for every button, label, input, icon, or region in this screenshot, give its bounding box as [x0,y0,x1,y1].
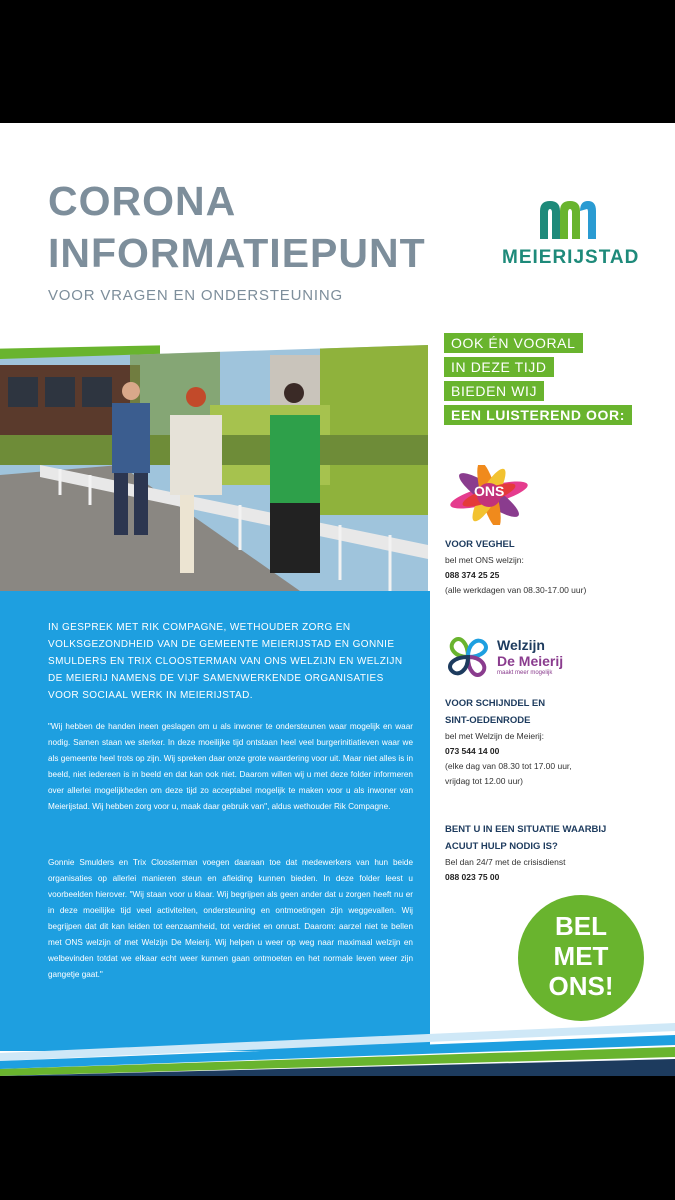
logo-wordmark: MEIERIJSTAD [502,247,640,268]
interview-section [0,591,430,1051]
photo-group [0,345,428,591]
slogan-block [444,333,632,429]
slogan-line-4: EEN LUISTEREND OOR: [444,405,632,425]
welzijn-logo-tagline: maakt meer mogelijk [497,670,553,676]
schijndel-heading-1: VOOR SCHIJNDEL EN [445,698,546,709]
clover-icon [444,633,492,681]
veghel-phone[interactable]: 088 374 25 25 [445,570,500,580]
badge-line-3: ONS! [548,971,614,1001]
crisis-call-line: Bel dan 24/7 met de crisisdienst [445,857,566,867]
schijndel-phone[interactable]: 073 544 14 00 [445,746,500,756]
badge-line-1: BEL [555,911,607,941]
contact-schijndel [445,695,572,789]
bridge-photo [0,345,428,591]
page-subtitle: VOOR VRAGEN EN ONDERSTEUNING [48,287,343,304]
page-title [48,175,426,279]
veghel-call-line: bel met ONS welzijn: [445,555,524,565]
ons-welzijn-logo [444,465,544,525]
welzijn-logo-line-1: Welzijn [497,637,545,653]
meierijstad-logo [500,193,645,273]
schijndel-call-line: bel met Welzijn de Meierij: [445,731,545,741]
ons-logo-text: ONS [474,483,505,499]
crisis-heading-1: BENT U IN EEN SITUATIE WAARBIJ [445,824,607,835]
slogan-line-3: BIEDEN WIJ [444,381,544,401]
schijndel-hours-2: vrijdag tot 12.00 uur) [445,776,523,786]
interview-paragraph-1: "Wij hebben de handen ineen geslagen om u als inwoner te ondersteunen waar mogelijk en waar nodig. Samen staan we sterker. In deze moeilijke tijd ontstaan heel veel burgerinitiatieven waar we als gemeente heel trots op zijn. Wij spreken daar onze grote waardering voor uit. Maar niet alles is in beeld, niet iedereen is in beeld en dat kan ook niet. Daarom willen wij u met deze folder informeren over allerlei mogelijkheden om deze tijd zo acceptabel mogelijk te maken voor u als inwoner van Meierijstad. Wij hebben zorg voor u, maak daar gebruik van", aldus wethouder Rik Compagne. [48,722,413,811]
badge-line-2: MET [553,941,609,971]
interview-heading: IN GESPREK MET RIK COMPAGNE, WETHOUDER ZORG EN VOLKSGEZONDHEID VAN DE GEMEENTE MEIERIJSTAD EN GONNIE SMULDERS EN TRIX CLOOSTERMAN VAN ONS WELZIJN EN WELZIJN DE MEIERIJ NAMENS DE VIJF SAMENWERKENDE ORGANISATIES VOOR SOCIAAL WERK IN MEIERIJSTAD. [48,622,403,701]
title-line-1: CORONA [48,178,237,224]
welzijn-logo-line-2: De Meierij [497,653,564,669]
schijndel-hours-1: (elke dag van 08.30 tot 17.00 uur, [445,761,572,771]
slogan-line-1: OOK ÉN VOORAL [444,333,583,353]
bottom-waves [0,1023,675,1076]
veghel-hours: (alle werkdagen van 08.30-17.00 uur) [445,585,587,595]
folder-page [0,123,675,1076]
title-line-2: INFORMATIEPUNT [48,230,426,276]
slogan-line-2: IN DEZE TIJD [444,357,554,377]
contact-veghel [445,536,586,598]
veghel-heading: VOOR VEGHEL [445,539,515,550]
bel-met-ons-badge [518,895,644,1021]
meierijstad-mark-icon [538,197,598,241]
crisis-heading-2: ACUUT HULP NODIG IS? [445,841,558,852]
interview-paragraph-2: Gonnie Smulders en Trix Cloosterman voegen daaraan toe dat medewerkers van hun beide organisaties op allerlei manieren steun en afleiding kunnen bieden. In deze folder leest u voorbeelden hierover. "Wij staan voor u klaar. Wij begrijpen als geen ander dat u zorgen heeft nu er in deze moeilijke tijd veel activiteiten, ondersteuning en ontmoetingen zijn weggevallen. Wij begrijpen dat dit kan leiden tot eenzaamheid, tot verdriet en onrust. Daarom: aarzel niet te bellen met ONS welzijn of met Welzijn De Meierij. Wij helpen u weer op weg naar maximaal welzijn en welbevinden totdat we elkaar echt weer kunnen gaan ontmoeten en het normale leven weer zijn gangetje gaat." [48,858,413,979]
crisis-phone[interactable]: 088 023 75 00 [445,872,500,882]
welzijn-de-meierij-logo [444,633,564,686]
schijndel-heading-2: SINT-OEDENRODE [445,715,531,726]
contact-crisis [445,821,606,885]
